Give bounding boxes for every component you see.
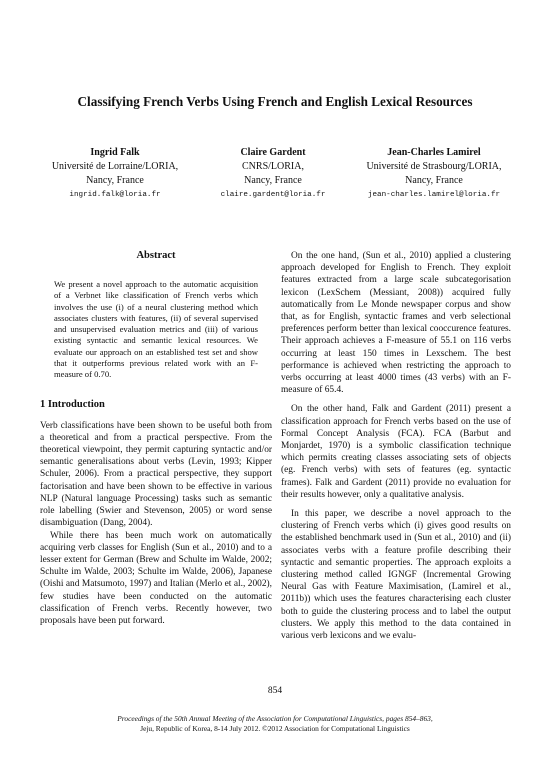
author-block [40,146,510,199]
proceedings-footer [0,714,550,734]
author-email: claire.gardent@loria.fr [220,191,326,199]
abstract-heading: Abstract [136,250,176,261]
author-location: Nancy, France [405,175,463,186]
left-column [40,250,272,627]
footer-line-1: Proceedings of the 50th Annual Meeting of the Association for Computational Linguistics, pages 854–863, [117,714,433,723]
right-column [281,250,511,642]
section-heading-introduction: 1 Introduction [40,398,105,410]
author-location: Nancy, France [86,175,144,186]
footer-line-2: Jeju, Republic of Korea, 8-14 July 2012. ©2012 Association for Computational Linguistics [140,724,410,733]
abstract-text: We present a novel approach to the automatic acquisition of a Verbnet like classification of French verbs which involves the use (i) of a neural clustering method which associates clusters with features, (ii) of several supervised and unsupervised evaluation metrics and (iii) of various existing syntactic and semantic lexical resources. We evaluate our approach on an established test set and show that it outperforms previous related work with an F-measure of 0.70. [54,279,258,380]
body-paragraph: On the one hand, (Sun et al., 2010) applied a clustering approach developed for English to French. They exploit features extracted from a large scale subcategorisation lexicon (LexSchem (Messiant, 2008)) acquired fully automatically from Le Monde newspaper corpus and show that, as for English, syntactic frames and verb selectional preferences perform better than lexical cooccurence features. Their approach achieves a F-measure of 55.1 on 116 verbs occurring at least 150 times in Lexschem. The best performance is achieved when restricting the approach to verbs occurring at least 4000 times (43 verbs) with an F-measure of 65.4. [281,251,511,396]
author-affiliation: Université de Strasbourg/LORIA, [366,161,502,172]
page-number: 854 [267,686,283,696]
body-paragraph: Verb classifications have been shown to be useful both from a theoretical and from a practical perspective. From the theoretical viewpoint, they permit capturing syntactic and/or semantic generalisations about verbs (Levin, 1993; Kipper Schuler, 2006). From a practical perspective, they support factorisation and have been shown to be effective in various NLP (Natural language Processing) tasks such as semantic role labelling (Swier and Stevenson, 2005) or word sense disambiguation (Dang, 2004). [40,420,272,529]
author-affiliation: CNRS/LORIA, [242,161,304,172]
paper-title: Classifying French Verbs Using French and English Lexical Resources [77,94,473,109]
author-3 [358,146,510,202]
author-email: jean-charles.lamirel@loria.fr [367,191,501,199]
author-name: Claire Gardent [240,147,306,158]
author-name: Ingrid Falk [90,147,140,158]
body-paragraph: On the other hand, Falk and Gardent (2011) present a classification approach for French verbs based on the use of Formal Concept Analysis (FCA). FCA (Barbut and Monjardet, 1970) is a symbolic classification technique which permits creating classes associating sets of objects (eg. French verbs) with sets of features (eg. syntactic frames). Falk and Gardent (2011) provide no evaluation for their results however, only a qualitative analysis. [281,404,511,500]
author-affiliation: Université de Lorraine/LORIA, [51,161,179,172]
body-paragraph: In this paper, we describe a novel approach to the clustering of French verbs which (i) gives good results on the established benchmark used in (Sun et al., 2010) and (ii) associates verbs with a feature profile describing their syntactic and semantic properties. The approach exploits a clustering method called IGNGF (Incremental Growing Neural Gas with Feature Maximisation, (Lamirel et al., 2011b)) which uses the features characterising each cluster both to guide the clustering process and to label the output clusters. We apply this method to the data contained in various verb lexicons and we evalu- [281,509,511,642]
author-2 [198,146,348,202]
author-name: Jean-Charles Lamirel [387,147,481,158]
author-email: ingrid.falk@loria.fr [69,191,161,199]
body-paragraph: While there has been much work on automatically acquiring verb classes for English (Sun et al., 2010) and to a lesser extent for German (Brew and Schulte im Walde, 2002; Schulte im Walde, 2003; Schulte im Walde, 2006), Japanese (Oishi and Matsumoto, 1997) and Italian (Merlo et al., 2002), few studies have been conducted on the automatic classification of French verbs. Recently however, two proposals have been put forward. [40,530,272,626]
author-location: Nancy, France [244,175,302,186]
author-1 [40,146,190,202]
